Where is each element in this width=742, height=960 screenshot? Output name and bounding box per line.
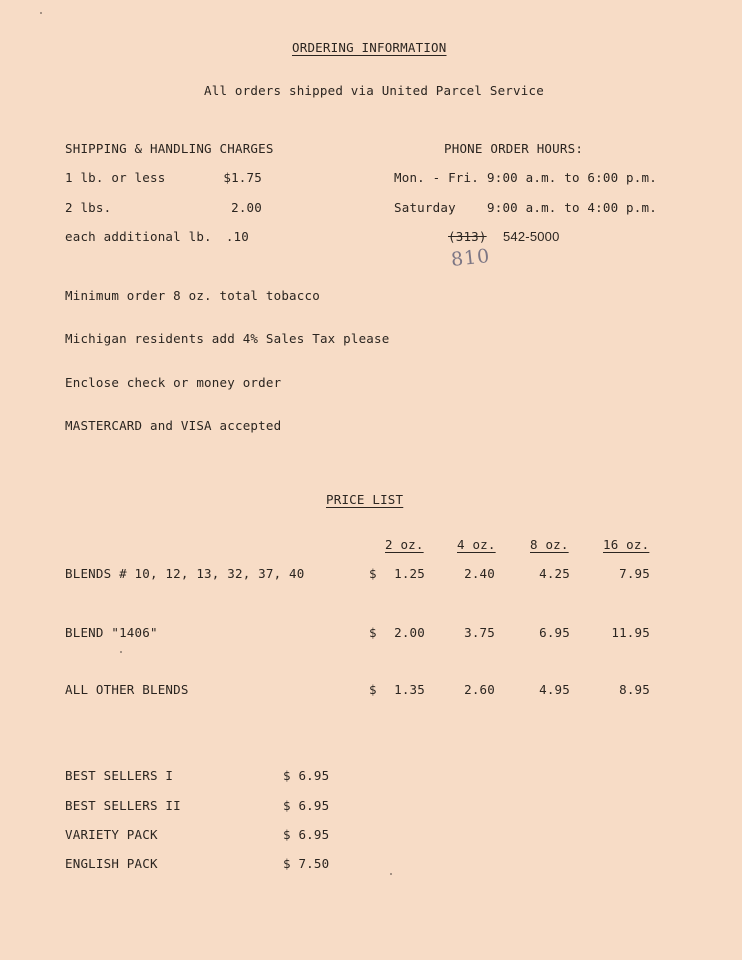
phone-hours: 9:00 a.m. to 4:00 p.m.: [487, 200, 657, 215]
pack-price: $ 6.95: [283, 798, 330, 813]
paper-speck: [120, 651, 122, 653]
note-line: Enclose check or money order: [65, 375, 282, 390]
shipping-heading: SHIPPING & HANDLING CHARGES: [65, 141, 274, 156]
shipping-price: 2.00: [231, 200, 262, 215]
price-cell: 7.95: [619, 566, 650, 581]
pack-price: $ 6.95: [283, 827, 330, 842]
phone-days: Saturday: [394, 200, 456, 215]
price-cell: 3.75: [464, 625, 495, 640]
column-header: 2 oz.: [385, 537, 424, 552]
old-area-code: (313): [448, 229, 487, 244]
pack-name: BEST SELLERS I: [65, 768, 174, 783]
price-cell: 8.95: [619, 682, 650, 697]
shipping-label: 2 lbs.: [65, 200, 112, 215]
column-header: 8 oz.: [530, 537, 569, 552]
column-header: 4 oz.: [457, 537, 496, 552]
phone-heading: PHONE ORDER HOURS:: [444, 141, 584, 156]
currency-sign: $: [369, 682, 377, 697]
price-cell: 6.95: [539, 625, 570, 640]
note-line: Minimum order 8 oz. total tobacco: [65, 288, 320, 303]
paper-speck: [390, 873, 392, 875]
shipping-note: All orders shipped via United Parcel Service: [204, 83, 544, 98]
note-line: MASTERCARD and VISA accepted: [65, 418, 282, 433]
phone-hours: 9:00 a.m. to 6:00 p.m.: [487, 170, 657, 185]
shipping-label: each additional lb.: [65, 229, 212, 244]
blend-name: BLEND "1406": [65, 625, 158, 640]
shipping-price: $1.75: [223, 170, 262, 185]
blend-name: BLENDS # 10, 12, 13, 32, 37, 40: [65, 566, 305, 581]
column-header: 16 oz.: [603, 537, 650, 552]
price-cell: 2.40: [464, 566, 495, 581]
note-line: Michigan residents add 4% Sales Tax please: [65, 331, 390, 346]
price-cell: 2.00: [394, 625, 425, 640]
price-cell: 2.60: [464, 682, 495, 697]
price-list-heading: PRICE LIST: [326, 492, 404, 507]
pack-price: $ 6.95: [283, 768, 330, 783]
currency-sign: $: [369, 566, 377, 581]
phone-number: 542-5000: [503, 229, 560, 244]
pack-price: $ 7.50: [283, 856, 330, 871]
pack-name: BEST SELLERS II: [65, 798, 181, 813]
price-cell: 1.25: [394, 566, 425, 581]
price-cell: 1.35: [394, 682, 425, 697]
price-cell: 4.95: [539, 682, 570, 697]
shipping-price: .10: [225, 229, 249, 244]
blend-name: ALL OTHER BLENDS: [65, 682, 189, 697]
handwritten-area-code: 810: [449, 245, 492, 271]
paper-speck: [40, 12, 42, 14]
page-title: ORDERING INFORMATION: [292, 40, 447, 55]
pack-name: ENGLISH PACK: [65, 856, 158, 871]
price-cell: 4.25: [539, 566, 570, 581]
currency-sign: $: [369, 625, 377, 640]
price-cell: 11.95: [611, 625, 650, 640]
shipping-label: 1 lb. or less: [65, 170, 166, 185]
phone-days: Mon. - Fri.: [394, 170, 479, 185]
pack-name: VARIETY PACK: [65, 827, 158, 842]
